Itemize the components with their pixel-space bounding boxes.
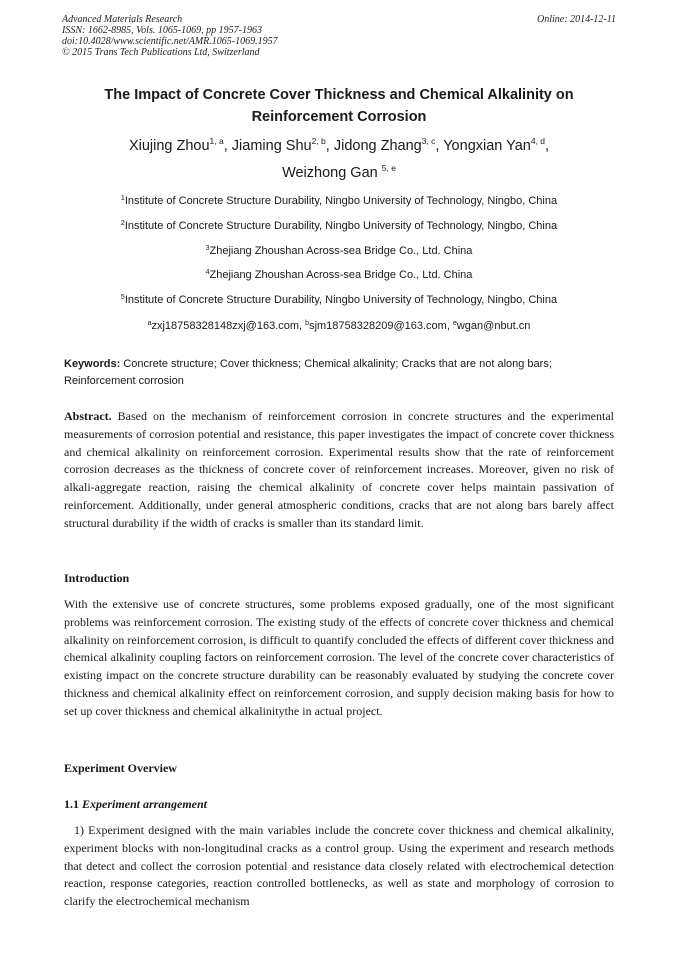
author-name: Xiujing Zhou <box>128 138 210 154</box>
affiliation-sup: 3 <box>205 245 210 252</box>
online-date: Online: 2014-12-11 <box>537 14 616 25</box>
paper-title <box>70 84 608 128</box>
email-sup: a <box>147 320 152 327</box>
affiliation-text: Institute of Concrete Structure Durability, Ningbo University of Technology, Ningbo, China <box>124 195 558 207</box>
affiliation-sup: 5 <box>120 294 125 301</box>
affiliation <box>40 194 638 208</box>
affiliation-sup: 2 <box>120 220 125 227</box>
subheading-title: Experiment arrangement <box>82 797 208 811</box>
author-sup: 1, a <box>209 136 224 146</box>
author-sup: 4, d <box>530 136 546 146</box>
affiliation-sup: 4 <box>205 269 210 276</box>
keywords-label: Keywords: <box>64 358 121 370</box>
abstract-block <box>64 408 614 533</box>
affiliation-text: Zhejiang Zhoushan Across-sea Bridge Co., Ltd. China <box>209 269 473 281</box>
keywords-text: Concrete structure; Cover thickness; Chemical alkalinity; Cracks that are not along bars; Reinforcement corrosion <box>64 358 552 387</box>
introduction-heading: Introduction <box>64 571 130 585</box>
journal-header <box>62 14 616 58</box>
affiliation-sup: 1 <box>120 195 125 202</box>
affiliation <box>40 268 638 282</box>
affiliation-text: Zhejiang Zhoushan Across-sea Bridge Co., Ltd. China <box>209 245 473 257</box>
affiliation <box>40 293 638 307</box>
introduction-text: With the extensive use of concrete structures, some problems exposed gradually, one of the most significant problems was reinforcement corrosion. The existing study of the effects of concrete cover thickness and chemical alkalinity on reinforcement corrosion, is difficult to quantify concluded the effects of different cover thickness and chemical alkalinity coupling factors on reinforcement corrosion. The level of the concrete cover characteristics of existing impact on the concrete structure durability can be reasonably evaluated by studying the concrete cover thickness and chemical alkalinity effect on reinforcement corrosion, and supply decision making basis for how to set up cover thickness and chemical alkalinitythe in actual project. <box>64 597 614 718</box>
subheading-number: 1.1 <box>64 797 79 811</box>
email-text: wgan@nbut.cn <box>456 320 531 332</box>
keywords-block <box>64 356 616 390</box>
journal-doi: doi:10.4028/www.scientific.net/AMR.1065-1069.1957 <box>62 36 278 47</box>
journal-name: Advanced Materials Research <box>62 14 183 25</box>
experiment-subheading <box>64 797 207 812</box>
title-line-2: Reinforcement Corrosion <box>251 109 427 125</box>
journal-issn: ISSN: 1662-8985, Vols. 1065-1069, pp 1957-1963 <box>62 25 262 36</box>
author-name: Jiaming Shu <box>231 138 312 154</box>
author-name: Jidong Zhang <box>333 138 422 154</box>
author-name: Weizhong Gan <box>282 165 378 181</box>
affiliation-text: Institute of Concrete Structure Durability, Ningbo University of Technology, Ningbo, China <box>124 220 558 232</box>
journal-copyright: © 2015 Trans Tech Publications Ltd, Switzerland <box>62 47 260 58</box>
abstract-text: Based on the mechanism of reinforcement corrosion in concrete structures and the experimental measurements of corrosion potential and resistance, this paper investigates the impact of concrete cover thickness and chemical alkalinity on reinforcement corrosion. Experimental results show that the rate of reinforcement corrosion decreases as the thickness of concrete cover of reinforcement increases. Moreover, given no risk of alkali-aggregate reaction, raising the chemical alkalinity of concrete cover helps maintain passivation of reinforcement. Additionally, under general atmospheric conditions, cracks that are not along bars barely affect structural durability if the width of cracks is smaller than its standard limit. <box>64 409 615 530</box>
author-sup: 5, e <box>381 163 396 173</box>
author-name: Yongxian Yan <box>443 138 531 154</box>
title-line-1: The Impact of Concrete Cover Thickness and Chemical Alkalinity on <box>104 87 574 103</box>
email-sup: b <box>305 320 310 327</box>
email-line <box>40 319 638 333</box>
author-line-1: Xiujing Zhou$^{1, a}$, Jiaming Shu$^{2, b}$, Jidong Zhang$^{3, c}$, Yongxian Yan$^{4, d}$, <box>128 136 550 154</box>
abstract-label: Abstract. <box>64 409 112 423</box>
author-sup: 2, b <box>311 136 326 146</box>
email-text: sjm18758328209@163.com, <box>309 320 450 332</box>
email-text: zxj18758328148zxj@163.com, <box>151 320 303 332</box>
experiment-heading: Experiment Overview <box>64 761 177 775</box>
author-sup: 3, c <box>421 136 436 146</box>
affiliation <box>40 219 638 233</box>
experiment-text: 1) Experiment designed with the main variables include the concrete cover thickness and chemical alkalinity, experiment blocks with non-longitudinal cracks as a control group. Using the experiment and research methods that detect and collect the corrosion potential and resistance data closely related with electrochemical detection reaction, response categories, reaction controlled bottlenecks, as well as state and morphology of corrosion to clarify the electrochemical mechanism <box>64 823 614 909</box>
author-line-2 <box>70 160 608 187</box>
affiliation <box>40 244 638 258</box>
author-list <box>70 133 608 187</box>
email-sup: e <box>452 320 457 327</box>
affiliation-text: Institute of Concrete Structure Durability, Ningbo University of Technology, Ningbo, China <box>124 294 558 306</box>
